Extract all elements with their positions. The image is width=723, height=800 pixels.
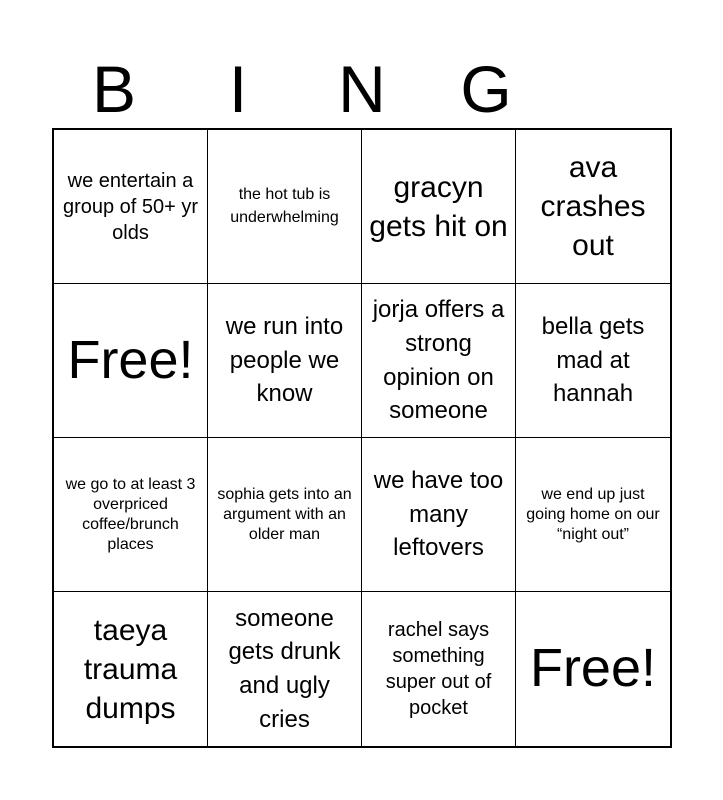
- header-letter-i: I: [228, 52, 248, 126]
- bingo-cell[interactable]: [54, 592, 208, 746]
- bingo-cell[interactable]: [362, 592, 516, 746]
- cell-text: sophia gets into an argument with an older man: [217, 485, 352, 543]
- header-letter-n: N: [338, 52, 386, 126]
- bingo-header: [52, 52, 672, 126]
- cell-text: Free!: [529, 638, 657, 699]
- header-letter-g: G: [460, 52, 512, 126]
- cell-text: we go to at least 3 overpriced coffee/brunch places: [65, 475, 196, 553]
- bingo-cell[interactable]: [54, 130, 208, 284]
- cell-text: we entertain a group of 50+ yr olds: [62, 169, 199, 244]
- bingo-free-cell[interactable]: [54, 284, 208, 438]
- bingo-cell[interactable]: [362, 130, 516, 284]
- bingo-cell[interactable]: [208, 130, 362, 284]
- bingo-cell[interactable]: [208, 592, 362, 746]
- bingo-cell[interactable]: [362, 284, 516, 438]
- cell-text: the hot tub is underwhelming: [230, 186, 339, 226]
- cell-text: someone gets drunk and ugly cries: [228, 604, 341, 733]
- cell-text: we end up just going home on our “night out”: [526, 485, 660, 543]
- bingo-cell[interactable]: [208, 284, 362, 438]
- bingo-free-cell[interactable]: [516, 592, 670, 746]
- bingo-cell[interactable]: [54, 438, 208, 592]
- cell-text: jorja offers a strong opinion on someone: [372, 296, 505, 425]
- cell-text: we run into people we know: [225, 313, 344, 408]
- bingo-cell[interactable]: [516, 130, 670, 284]
- cell-text: taeya trauma dumps: [83, 613, 178, 725]
- cell-text: gracyn gets hit on: [369, 170, 508, 243]
- bingo-cell[interactable]: [516, 284, 670, 438]
- bingo-cell[interactable]: [362, 438, 516, 592]
- bingo-cell[interactable]: [208, 438, 362, 592]
- header-letter-b: B: [91, 52, 137, 126]
- cell-text: rachel says something super out of pocket: [385, 619, 492, 719]
- cell-text: Free!: [67, 329, 194, 390]
- cell-text: we have too many leftovers: [373, 467, 504, 562]
- cell-text: ava crashes out: [540, 151, 646, 262]
- cell-text: bella gets mad at hannah: [541, 313, 645, 408]
- bingo-board: [52, 128, 672, 748]
- bingo-cell[interactable]: [516, 438, 670, 592]
